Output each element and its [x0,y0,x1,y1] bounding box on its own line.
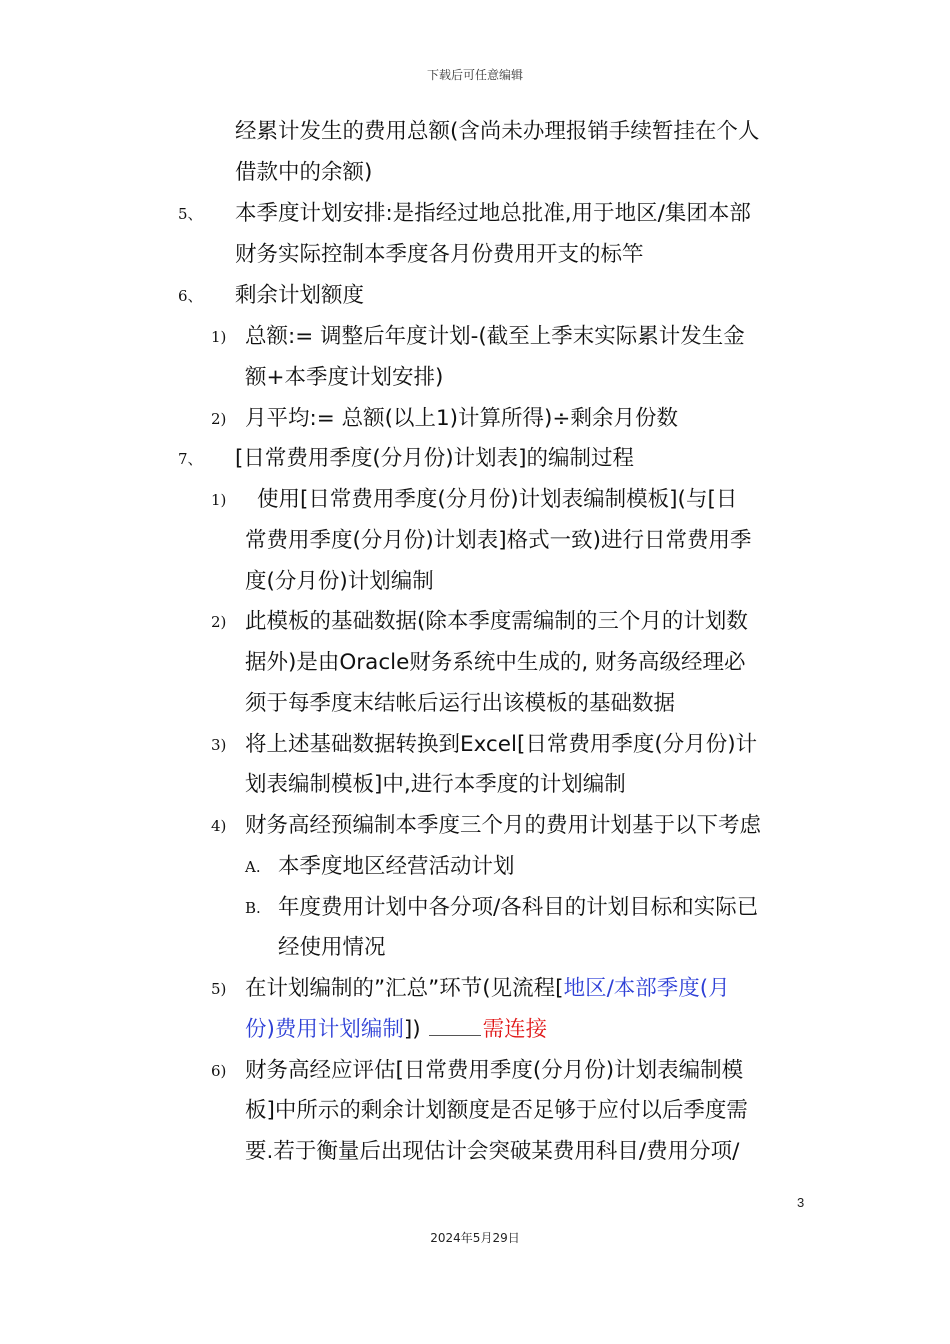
page-number: 3 [797,1195,805,1210]
process-link[interactable]: 地区/本部季度(月 [563,976,730,1001]
text-line: 划表编制模板]中,进行本季度的计划编制 [245,772,626,797]
item-letter: B. [245,899,261,917]
text-segment: 在计划编制的”汇总”环节(见流程[ [245,976,564,1001]
text-line: 额+本季度计划安排) [245,365,444,390]
text-line: 使用[日常费用季度(分月份)计划表编制模板](与[日 [257,487,738,512]
item-number: 6) [211,1062,227,1080]
text-line [245,974,730,1004]
text-line: 经使用情况 [278,935,386,960]
item-number: 5、 [178,205,203,223]
text-line: 月平均:= 总额(以上1)计算所得)÷剩余月份数 [245,406,678,431]
text-line: 要.若于衡量后出现估计会突破某费用科目/费用分项/ [245,1139,740,1164]
text-line: 年度费用计划中各分项/各科目的计划目标和实际已 [278,895,759,920]
item-number: 6、 [178,287,203,305]
item-number: 1) [211,328,227,346]
text-segment: ]) [403,1017,421,1042]
text-line: 板]中所示的剩余计划额度是否足够于应付以后季度需 [245,1098,748,1123]
text-line: 总额:= 调整后年度计划-(截至上季末实际累计发生金 [245,324,745,349]
text-line: 借款中的余额) [235,160,373,185]
text-line: 此模板的基础数据(除本季度需编制的三个月的计划数 [245,609,748,634]
process-link[interactable]: 份)费用计划编制 [245,1017,404,1042]
page-header: 下载后可任意编辑 [426,68,523,82]
item-number: 1) [211,491,227,509]
text-line: 财务高经应评估[日常费用季度(分月份)计划表编制模 [245,1058,744,1083]
text-line: 本季度计划安排:是指经过地总批准,用于地区/集团本部 [235,201,751,226]
text-line: 度(分月份)计划编制 [245,569,434,594]
text-line: 财务高经预编制本季度三个月的费用计划基于以下考虑 [245,813,762,838]
blank-underline [429,1017,481,1036]
item-number: 3) [211,736,227,754]
item-number: 7、 [178,450,203,468]
item-number: 2) [211,613,227,631]
text-line: 剩余计划额度 [235,283,365,308]
link-needed-note: 需连接 [482,1017,548,1042]
item-number: 4) [211,817,227,835]
text-line: 财务实际控制本季度各月份费用开支的标竿 [235,242,644,267]
text-line: 常费用季度(分月份)计划表]格式一致)进行日常费用季 [245,528,752,553]
text-line: 经累计发生的费用总额(含尚未办理报销手续暂挂在个人 [235,119,760,144]
footer-date: 2024年5月29日 [430,1231,520,1245]
item-number: 2) [211,410,227,428]
item-number: 5) [211,980,227,998]
text-line: [日常费用季度(分月份)计划表]的编制过程 [235,446,635,471]
text-line: 据外)是由Oracle财务系统中生成的, 财务高级经理必 [245,650,746,675]
text-line: 须于每季度末结帐后运行出该模板的基础数据 [245,691,676,716]
text-line [245,1015,547,1045]
item-letter: A. [245,858,261,876]
text-line: 本季度地区经营活动计划 [278,854,515,879]
text-line: 将上述基础数据转换到Excel[日常费用季度(分月份)计 [245,732,758,757]
